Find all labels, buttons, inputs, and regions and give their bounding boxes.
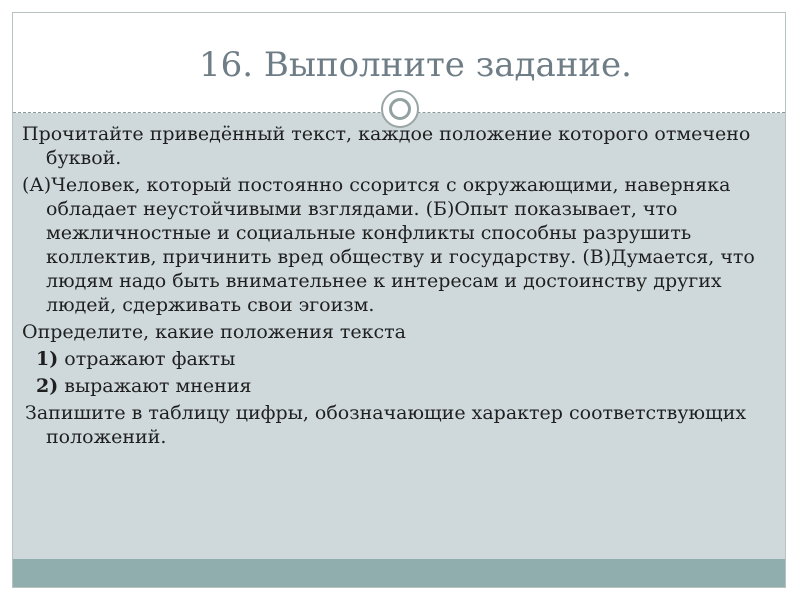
- option-number: 1): [36, 348, 59, 370]
- option-text: отражают факты: [64, 348, 236, 370]
- intro-text: Прочитайте приведённый текст, каждое положение которого отмечено буквой.: [22, 123, 751, 169]
- slide-content: [22, 122, 762, 449]
- option-number: 2): [36, 375, 59, 397]
- divider-circle-inner: [389, 98, 411, 120]
- option-item-1: [22, 347, 762, 371]
- option-item-2: [22, 374, 762, 398]
- slide-title: 16. Выполните задание.: [199, 45, 632, 85]
- bottom-bar: [13, 559, 785, 587]
- option-text: выражают мнения: [64, 375, 252, 397]
- question-text: Определите, какие положения текста: [22, 321, 406, 343]
- passage-text: (А)Человек, который постоянно ссорится с окружающими, наверняка обладает неустойчивыми взглядами. (Б)Опыт показывает, что межличностные и социальные конфликты способны разрушить коллектив, причинить вред обществу и государству. (В)Думается, что людям надо быть внимательнее к интересам и достоинству других людей, сдерживать свои эгоизм.: [22, 174, 755, 316]
- instruction-text: Запишите в таблицу цифры, обозначающие характер соответствующих положений.: [25, 402, 747, 448]
